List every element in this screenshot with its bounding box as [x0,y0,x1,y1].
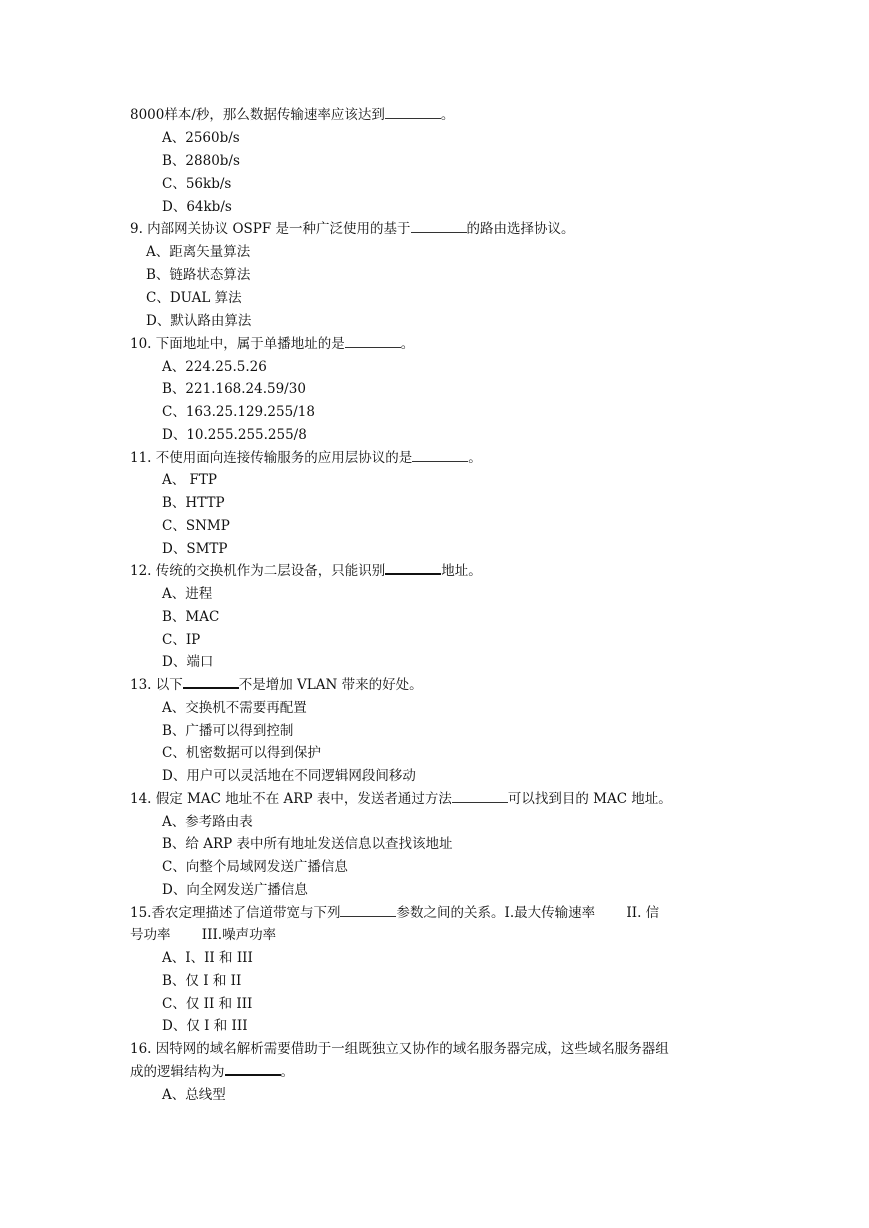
option-c: C、IP [162,632,201,648]
answer-blank [345,335,401,348]
option-b: B、链路状态算法 [146,267,251,283]
option-b: B、仅 I 和 II [162,973,242,989]
option-d: D、默认路由算法 [146,313,252,329]
answer-blank [385,561,441,575]
option-c: C、163.25.129.255/18 [162,404,315,420]
option-b: B、给 ARP 表中所有地址发送信息以查找该地址 [162,836,453,852]
answer-blank [340,904,396,917]
option-b: B、HTTP [162,495,225,511]
answer-blank [225,1062,281,1076]
option-b: B、2880b/s [162,153,240,169]
answer-blank [411,220,467,233]
question-16-stem-cont: 成的逻辑结构为 。 [130,1064,294,1080]
option-d: D、向全网发送广播信息 [162,882,308,898]
question-12-stem: 12. 传统的交换机作为二层设备，只能识别 地址。 [130,563,482,579]
question-10-stem: 10. 下面地址中，属于单播地址的是 。 [130,336,415,352]
option-d: D、仅 I 和 III [162,1018,248,1034]
answer-blank [183,675,239,689]
option-c: C、机密数据可以得到保护 [162,745,321,761]
option-c: C、SNMP [162,518,230,534]
option-c: C、向整个局域网发送广播信息 [162,859,348,875]
option-a: A、进程 [162,586,213,602]
option-c: C、仅 II 和 III [162,996,253,1012]
option-b: B、221.168.24.59/30 [162,381,306,397]
option-d: D、10.255.255.255/8 [162,427,307,443]
option-a: A、总线型 [162,1087,226,1103]
option-a: A、2560b/s [162,130,240,146]
option-d: D、64kb/s [162,199,232,215]
answer-blank [385,106,441,119]
option-a: A、交换机不需要再配置 [162,700,307,716]
option-d: D、端口 [162,654,214,670]
question-14-stem: 14. 假定 MAC 地址不在 ARP 表中，发送者通过方法 可以找到目的 MAC 地址。 [130,791,672,807]
option-a: A、I、II 和 III [162,950,253,966]
option-a: A、 FTP [162,472,217,488]
answer-blank [452,790,508,803]
question-15-stem-cont: 号功率 III.噪声功率 [130,927,277,943]
option-d: D、用户可以灵活地在不同逻辑网段间移动 [162,768,416,784]
option-a: A、距离矢量算法 [146,244,251,260]
option-a: A、224.25.5.26 [162,359,267,375]
option-b: B、MAC [162,609,220,625]
question-8-stem: 8000样本/秒，那么数据传输速率应该达到 。 [130,107,455,123]
option-c: C、DUAL 算法 [146,290,242,306]
option-c: C、56kb/s [162,176,232,192]
option-a: A、参考路由表 [162,814,253,830]
question-16-stem: 16. 因特网的域名解析需要借助于一组既独立又协作的域名服务器完成，这些域名服务器组 [130,1041,669,1057]
answer-blank [412,449,468,462]
option-b: B、广播可以得到控制 [162,723,294,739]
question-13-stem: 13. 以下 不是增加 VLAN 带来的好处。 [130,677,423,693]
question-15-stem: 15.香农定理描述了信道带宽与下列 参数之间的关系。I.最大传输速率 II. 信 [130,905,660,921]
question-9-stem: 9. 内部网关协议 OSPF 是一种广泛使用的基于 的路由选择协议。 [130,221,575,237]
option-d: D、SMTP [162,541,228,557]
question-11-stem: 11. 不使用面向连接传输服务的应用层协议的是 。 [130,450,482,466]
